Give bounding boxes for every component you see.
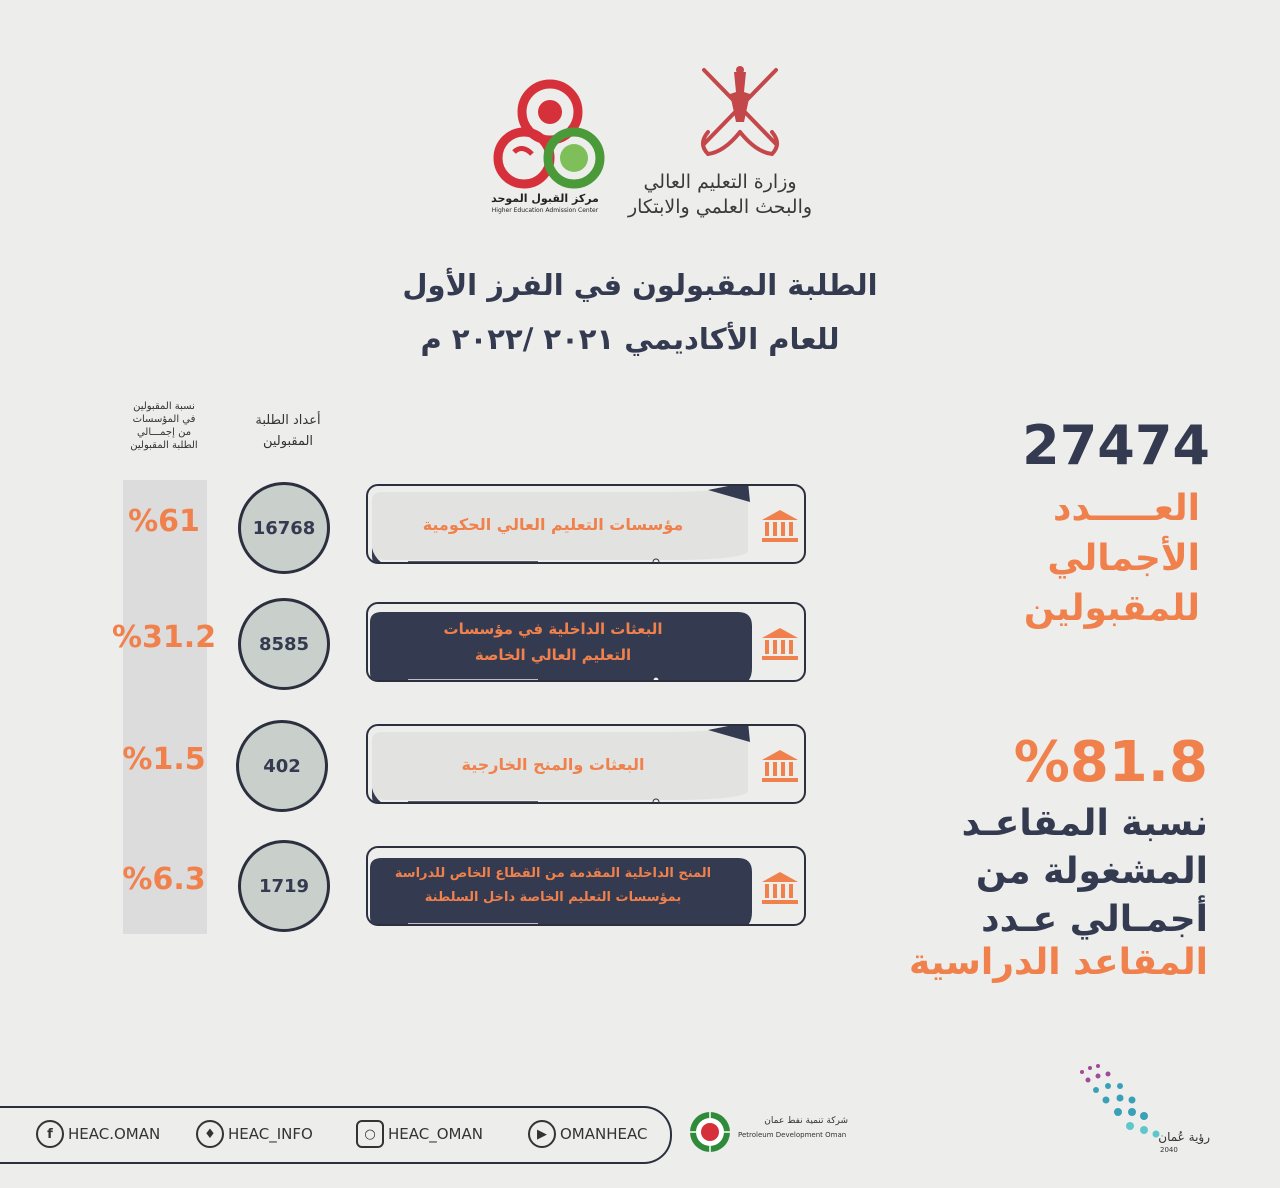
row-label [378,604,728,680]
institution-icon [760,508,800,544]
ministry-name-line2: والبحث العلمي والابتكار [627,196,813,218]
total-label-line3: للمقبولين [1023,588,1200,629]
count-header-line1: أعداد الطلبة [255,413,321,428]
facebook-handle: HEAC.OMAN [68,1125,161,1143]
row-card [366,484,806,564]
row-percent: %1.5 [122,742,206,777]
row-count-circle [238,598,330,690]
occupancy-rate-label [860,800,1208,944]
page-title-line1: الطلبة المقبولون في الفرز الأول [402,268,878,302]
row-count: 8585 [258,633,310,655]
row-label-line1: البعثات الداخلية في مؤسسات [443,620,663,638]
row-label-line1: المنح الداخلية المقدمة من القطاع الخاص للدراسة [394,866,712,881]
row-count-circle [238,482,330,574]
row-label-line2: التعليم العالي الخاصة [474,646,632,664]
pdo-name-ar: شركة تنمية نفط عمان [764,1116,848,1126]
ministry-emblem-logo [694,62,786,162]
row-label [378,726,728,802]
percent-header-line3: من إجمـــالي [136,427,192,438]
row-percent: %6.3 [122,862,206,897]
youtube-handle: OMANHEAC [560,1125,648,1143]
page-title-line2: للعام الأكاديمي ٢٠٢١ /٢٠٢٢ م [420,322,840,356]
rate-label-line2: المشغولة من [975,851,1208,892]
percent-header-line1: نسبة المقبولين [133,401,195,412]
occupancy-rate-value: %81.8 [1013,730,1208,795]
row-label-line1: البعثات والمنح الخارجية [461,754,645,774]
twitter-icon: ♦ [196,1120,224,1148]
instagram-link[interactable] [356,1120,483,1148]
row-label [378,486,728,562]
facebook-link[interactable] [36,1120,160,1148]
instagram-icon: ○ [356,1120,384,1148]
rate-label-line3: أجمـالي عـدد [981,899,1208,940]
ministry-name-line1: وزارة التعليم العالي [643,171,797,193]
row-label [378,848,728,924]
total-label-line1: العـــــدد [1053,488,1200,529]
row-count: 1719 [258,875,310,897]
total-accepted-label [930,484,1200,634]
twitter-handle: HEAC_INFO [228,1125,313,1143]
institution-icon [760,748,800,784]
youtube-icon: ▶ [528,1120,556,1148]
percent-header-line4: الطلبة المقبولين [130,440,198,451]
row-label-line2: بمؤسسات التعليم الخاصة داخل السلطنة [424,890,682,905]
institution-icon [760,870,800,906]
rate-label-line1: نسبة المقاعـد [961,803,1208,844]
rate-label-line4: المقاعد الدراسية [909,942,1208,983]
row-count: 402 [263,755,301,777]
row-count: 16768 [252,517,316,539]
oman-vision-name: رؤية عُمان [1158,1130,1210,1144]
percent-header-line2: في المؤسسات [132,414,196,425]
percent-column-header [112,400,216,452]
oman-vision-year: 2040 [1160,1146,1178,1154]
heac-name-en: Higher Education Admission Center [491,207,599,214]
total-accepted-value: 27474 [1022,414,1210,477]
row-count-circle [238,840,330,932]
heac-logo [492,76,606,194]
row-card [366,602,806,682]
twitter-link[interactable] [196,1120,313,1148]
youtube-link[interactable] [528,1120,647,1148]
facebook-icon: f [36,1120,64,1148]
instagram-handle: HEAC_OMAN [388,1125,483,1143]
row-card [366,724,806,804]
heac-name-ar: مركز القبول الموحد [491,192,599,205]
institution-icon [760,626,800,662]
total-label-line2: الأجمالي [1047,538,1200,579]
ministry-name [600,170,840,220]
count-header-line2: المقبولين [262,434,314,449]
row-label-line1: مؤسسات التعليم العالي الحكومية [422,514,684,534]
pdo-logo [688,1110,732,1154]
row-percent: %61 [128,504,200,539]
count-column-header [238,410,338,452]
pdo-name-en: Petroleum Development Oman [738,1131,847,1139]
row-count-circle [236,720,328,812]
row-percent: %31.2 [112,620,217,655]
row-card [366,846,806,926]
